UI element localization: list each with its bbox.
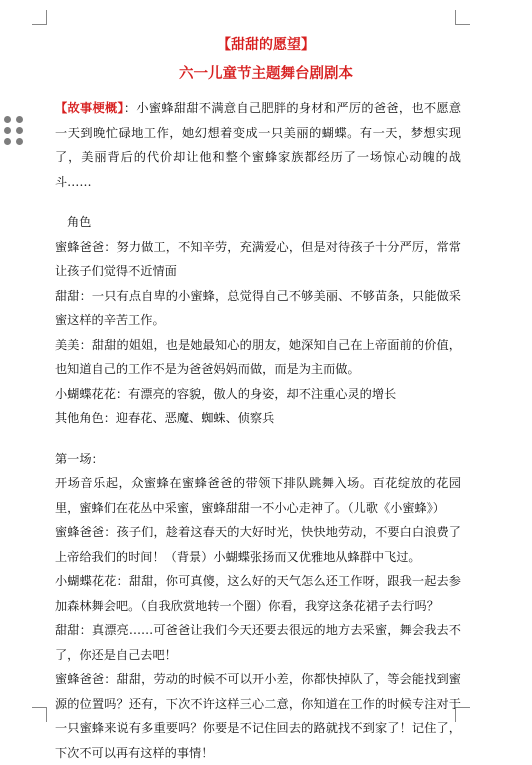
scene-paragraph: 蜜蜂爸爸：甜甜，劳动的时候不可以开小差，你都快掉队了，等会能找到蜜源的位置吗？还有，下次不许这样三心二意，你知道在工作的时候专注对于一只蜜蜂来说有多重要吗？你要是不记住回去的路就找不到家了！记住了，下次不可以再有这样的事情！ (55, 672, 461, 760)
scene-heading: 第一场： (55, 451, 104, 466)
scene-paragraph: 开场音乐起，众蜜蜂在蜜蜂爸爸的带领下排队跳舞入场。百花绽放的花园里，蜜蜂们在花丛中采蜜，蜜蜂甜甜一不小心走神了。（儿歌《小蜜蜂》） (55, 476, 461, 515)
role-item: 甜甜：一只有点自卑的小蜜蜂，总觉得自己不够美丽、不够苗条，只能做采蜜这样的辛苦工作。 (55, 288, 461, 327)
page-corner-mark (455, 10, 470, 25)
roles-heading: 角色 (67, 215, 92, 229)
scene-paragraph: 甜甜：真漂亮……可爸爸让我们今天还要去很远的地方去采蜜，舞会我去不了，你还是自己去吧！ (55, 623, 461, 662)
synopsis-text: ：小蜜蜂甜甜不满意自己肥胖的身材和严厉的爸爸，也不愿意一天到晚忙碌地工作，她幻想着变成一只美丽的蝴蝶。有一天，梦想实现了，美丽背后的代价却让他和整个蜜蜂家族都经历了一场惊心动魄的战斗…… (55, 101, 462, 189)
role-item: 蜜蜂爸爸：努力做工，不知辛劳，充满爱心，但是对待孩子十分严厉，常常让孩子们觉得不近情面 (55, 239, 461, 278)
scene-paragraph: 小蝴蝶花花：甜甜，你可真傻，这么好的天气怎么还工作呀，跟我一起去参加森林舞会吧。（自我欣赏地转一个圈）你看，我穿这条花裙子去行吗？ (55, 574, 461, 613)
doc-subtitle: 六一儿童节主题舞台剧剧本 (179, 65, 353, 82)
doc-body (55, 96, 461, 765)
doc-title: 【甜甜的愿望】 (217, 37, 315, 53)
drag-handle-icon[interactable] (4, 116, 26, 150)
page-corner-mark (32, 707, 47, 722)
role-item: 其他角色：迎春花、恶魔、蜘蛛、侦察兵 (55, 411, 275, 425)
synopsis-paragraph (55, 96, 461, 194)
synopsis-label: 【故事梗概】 (55, 101, 124, 115)
scene-paragraph: 蜜蜂爸爸：孩子们，趁着这春天的大好时光，快快地劳动，不要白白浪费了上帝给我们的时间！（背景）小蝴蝶张扬而又优雅地从蜂群中飞过。 (55, 525, 461, 564)
page-corner-mark (32, 10, 47, 25)
role-item: 美美：甜甜的姐姐，也是她最知心的朋友，她深知自己在上帝面前的价值，也知道自己的工作不是为爸爸妈妈而做，而是为主而做。 (55, 337, 461, 376)
role-item: 小蝴蝶花花：有漂亮的容貌，傲人的身姿，却不注重心灵的增长 (55, 386, 397, 401)
